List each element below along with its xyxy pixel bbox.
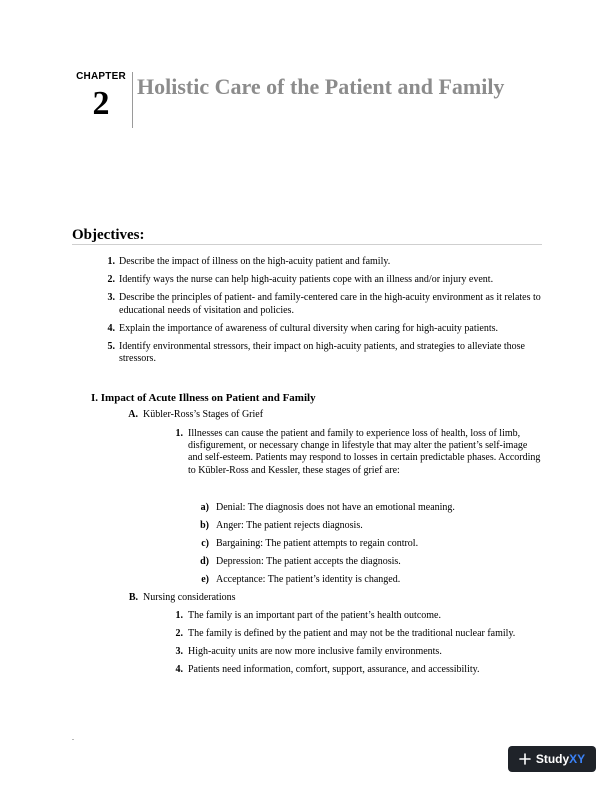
item-number: 1.	[175, 610, 183, 621]
objective-item	[100, 292, 545, 316]
stage-letter: e)	[201, 573, 209, 585]
studyxy-badge[interactable]	[508, 746, 596, 772]
stage-text: Anger: The patient rejects diagnosis.	[216, 519, 363, 531]
list-item	[166, 664, 544, 676]
subsection-letter: A.	[128, 409, 138, 420]
item-number: 3.	[175, 645, 183, 657]
objective-item	[100, 323, 545, 335]
stage-letter: d)	[200, 555, 209, 567]
list-item	[166, 610, 544, 622]
subsection-title: Nursing considerations	[143, 592, 236, 603]
stage-letter: b)	[200, 519, 209, 531]
objective-item	[100, 274, 545, 286]
grief-stages-list	[191, 502, 531, 591]
item-number: 4.	[175, 663, 183, 675]
stage-text: Denial: The diagnosis does not have an emotional meaning.	[216, 502, 455, 513]
section-heading: I. Impact of Acute Illness on Patient and Family	[91, 392, 316, 404]
objective-number: 5.	[107, 341, 115, 353]
objective-number: 3.	[107, 292, 115, 304]
stage-text: Bargaining: The patient attempts to regain control.	[216, 537, 419, 549]
grief-stage	[191, 574, 531, 586]
stage-letter: c)	[201, 537, 209, 549]
objective-item	[100, 256, 545, 268]
stage-letter: a)	[200, 502, 209, 513]
stage-text: Acceptance: The patient’s identity is changed.	[216, 573, 401, 585]
objective-number: 2.	[107, 274, 115, 286]
objectives-heading: Objectives:	[72, 227, 145, 243]
chapter-number: 2	[92, 85, 110, 122]
objective-number: 4.	[107, 322, 115, 334]
list-item	[166, 628, 544, 640]
objective-item	[100, 341, 545, 365]
chapter-title: Holistic Care of the Patient and Family	[137, 74, 505, 99]
objective-text: Describe the impact of illness on the high-acuity patient and family.	[119, 256, 391, 267]
objective-number: 1.	[107, 256, 115, 267]
objective-text: Explain the importance of awareness of cultural diversity when caring for high-acuity patients.	[119, 322, 499, 334]
objective-text: Describe the principles of patient- and family-centered care in the high-acuity environment as it relates to educational needs of visitation and policies.	[119, 292, 541, 316]
grief-stage	[191, 502, 531, 514]
stage-text: Depression: The patient accepts the diagnosis.	[216, 555, 401, 567]
objectives-divider	[72, 244, 542, 245]
item-text: Illnesses can cause the patient and family to experience loss of health, loss of limb, disfigurement, or necessary change in lifestyle that may alter the patient’s self-image and self-esteem. Patients may respond to losses in certain predictable phases. According to Kübler-Ross and Kessler, these stages of grief are:	[188, 428, 541, 476]
item-number: 2.	[175, 627, 183, 639]
grief-stage	[191, 538, 531, 550]
item-text: The family is defined by the patient and may not be the traditional nuclear family.	[188, 627, 516, 639]
plus-icon	[519, 753, 531, 765]
subsection-b	[121, 592, 541, 604]
objective-text: Identify ways the nurse can help high-acuity patients cope with an illness and/or injury event.	[119, 274, 494, 286]
objective-text: Identify environmental stressors, their impact on high-acuity patients, and strategies to alleviate those stressors.	[119, 341, 525, 365]
nursing-considerations-list	[166, 610, 544, 682]
item-number: 1.	[175, 428, 183, 439]
item-text: High-acuity units are now more inclusive family environments.	[188, 645, 442, 657]
item-text: The family is an important part of the patient’s health outcome.	[188, 610, 441, 621]
list-item	[166, 646, 544, 658]
subsection-title: Kübler-Ross’s Stages of Grief	[143, 409, 264, 420]
grief-stage	[191, 520, 531, 532]
subsection-letter: B.	[128, 592, 138, 603]
objectives-list	[100, 256, 545, 371]
chapter-label: CHAPTER	[76, 71, 126, 82]
badge-brand-prefix: Study	[535, 752, 570, 766]
badge-brand-suffix: XY	[569, 752, 586, 766]
grief-stage	[191, 556, 531, 568]
subsection-a	[121, 409, 541, 421]
footer-mark: .	[72, 733, 74, 742]
item-text: Patients need information, comfort, support, assurance, and accessibility.	[188, 663, 480, 675]
subsection-a-item	[166, 428, 544, 477]
chapter-divider	[132, 72, 133, 128]
